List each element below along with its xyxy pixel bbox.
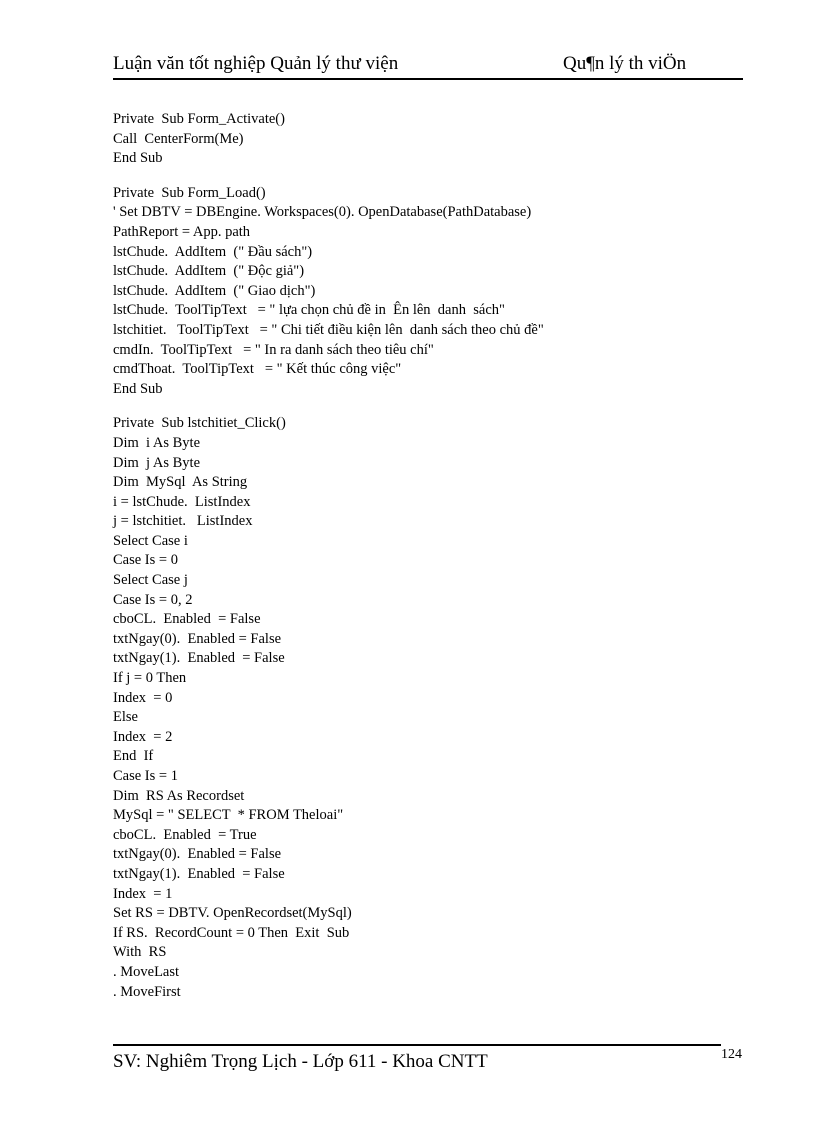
code-line: . MoveLast	[113, 963, 180, 980]
code-line: lstChude. AddItem (" Giao dịch")	[113, 282, 316, 299]
code-line: End Sub	[113, 150, 163, 167]
code-line: Dim MySql As String	[113, 474, 248, 491]
code-line: cboCL. Enabled = False	[113, 611, 261, 628]
code-line: Private Sub Form_Activate()	[113, 111, 285, 127]
code-line: lstChude. AddItem (" Đầu sách")	[113, 243, 313, 260]
code-line: txtNgay(1). Enabled = False	[113, 650, 285, 667]
code-line: i = lstChude. ListIndex	[113, 493, 251, 510]
page-footer	[113, 1044, 721, 1072]
code-line: lstchitiet. ToolTipText = " Chi tiết điều kiện lên danh sách theo chủ đề"	[113, 321, 544, 338]
code-line: cmdThoat. ToolTipText = " Kết thúc công việc"	[113, 361, 402, 378]
code-listing	[113, 110, 733, 1002]
code-line: Select Case j	[113, 572, 188, 589]
code-line: Index = 1	[113, 885, 173, 902]
header-right-title: Qu¶n lý th viÖn	[563, 53, 687, 74]
code-line: Case Is = 1	[113, 768, 178, 784]
code-line: cboCL. Enabled = True	[113, 826, 257, 843]
page-number: 124	[721, 1047, 742, 1062]
code-line: Select Case i	[113, 532, 188, 549]
code-line: Call CenterForm(Me)	[113, 130, 244, 147]
code-line: txtNgay(1). Enabled = False	[113, 865, 285, 882]
header-left-title: Luận văn tốt nghiệp Quản lý thư viện	[113, 53, 399, 74]
footer-text: SV: Nghiêm Trọng Lịch - Lớp 611 - Khoa CNTT	[113, 1051, 488, 1072]
code-line: End If	[113, 748, 154, 765]
code-line: If j = 0 Then	[113, 670, 187, 687]
code-line: Dim i As Byte	[113, 434, 201, 451]
code-line: lstChude. AddItem (" Độc giả")	[113, 263, 305, 280]
code-line: If RS. RecordCount = 0 Then Exit Sub	[113, 924, 350, 941]
code-line: Index = 2	[113, 728, 173, 745]
block-separator	[113, 169, 733, 184]
code-line: With RS	[113, 944, 167, 961]
page-header	[113, 50, 743, 80]
block-separator	[113, 399, 733, 414]
code-line: ' Set DBTV = DBEngine. Workspaces(0). OpenDatabase(PathDatabase)	[113, 204, 532, 221]
code-line: PathReport = App. path	[113, 223, 251, 240]
code-line: Case Is = 0, 2	[113, 591, 193, 608]
code-line: Dim RS As Recordset	[113, 787, 245, 804]
code-line: txtNgay(0). Enabled = False	[113, 846, 282, 863]
code-line: MySql = " SELECT * FROM Theloai"	[113, 807, 344, 824]
code-line: j = lstchitiet. ListIndex	[113, 513, 253, 530]
code-line: txtNgay(0). Enabled = False	[113, 630, 282, 647]
code-line: End Sub	[113, 380, 163, 397]
code-line: Else	[113, 709, 138, 726]
code-line: Set RS = DBTV. OpenRecordset(MySql)	[113, 905, 352, 922]
code-line: cmdIn. ToolTipText = " In ra danh sách theo tiêu chí"	[113, 341, 434, 358]
code-line: Index = 0	[113, 689, 173, 706]
code-line: lstChude. ToolTipText = " lựa chọn chủ đề in Ên lên danh sách"	[113, 302, 505, 319]
code-line: Dim j As Byte	[113, 454, 201, 471]
code-line: Private Sub lstchitiet_Click()	[113, 415, 286, 432]
code-line: Case Is = 0	[113, 552, 178, 569]
code-line: Private Sub Form_Load()	[113, 184, 266, 201]
code-line: . MoveFirst	[113, 983, 181, 1000]
